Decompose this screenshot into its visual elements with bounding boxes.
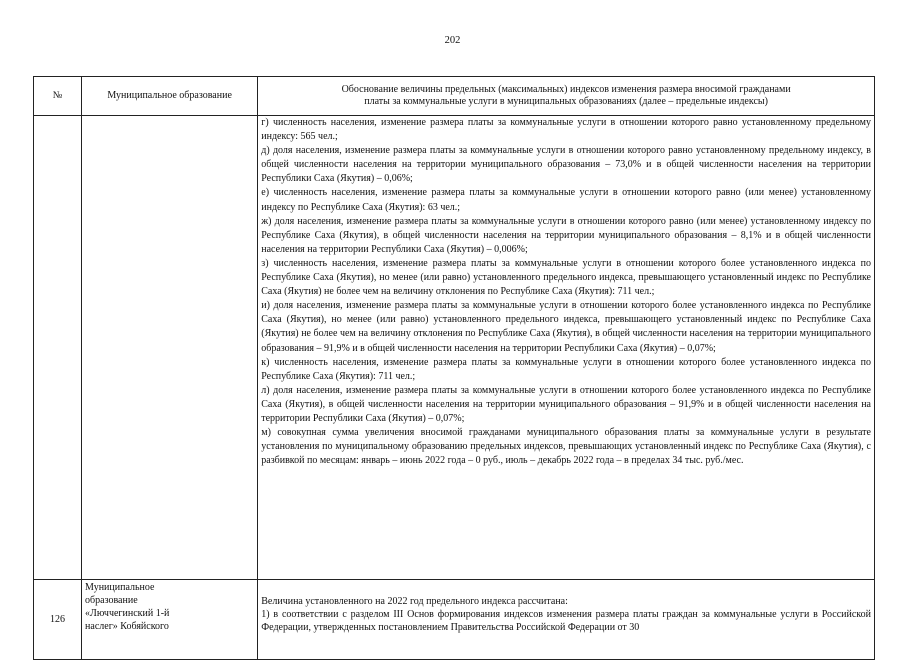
- header-municipality: [82, 77, 258, 116]
- header-justification-line2: платы за коммунальные услуги в муниципальных образованиях (далее – предельные индексы): [364, 96, 768, 107]
- table-row: [34, 116, 875, 580]
- list-item: м) совокупная сумма увеличения вносимой гражданами муниципального образования платы за коммунальные услуги в результате установления по муниципальному образованию предельных индексов, превышающих установленный индекс по Республике Саха (Якутия), с разбивкой по месяцам: январь – июнь 2022 года – 0 руб., июль – декабрь 2022 года – в пределах 34 тыс. руб./мес.: [261, 427, 871, 467]
- municipality-line: образование: [85, 595, 138, 606]
- list-item: к) численность населения, изменение размера платы за коммунальные услуги в отношении которого более установленного индекса по Республике Саха (Якутия): 711 чел.;: [261, 356, 871, 382]
- list-item: е) численность населения, изменение размера платы за коммунальные услуги в отношении которого равно (или менее) установленному индексу по Республике Саха (Якутия): 63 чел.;: [261, 187, 871, 213]
- header-number-label: №: [52, 89, 63, 101]
- list-item: л) доля населения, изменение размера платы за коммунальные услуги в отношении которого более установленного индекса по Республике Саха (Якутия), в общей численности населения на территории муниципального образования – 91,9% и в общей численности населения на территории Республики Саха (Якутия) – 0,07%;: [261, 384, 871, 424]
- justification-paragraph: Величина установленного на 2022 год предельного индекса рассчитана:: [261, 596, 568, 607]
- table-row: [34, 580, 875, 660]
- row-number-cell: [34, 116, 82, 580]
- municipality-line: «Люччегинский 1-й: [85, 608, 170, 619]
- header-number: [34, 77, 82, 116]
- municipality-line: наслег» Кобяйского: [85, 621, 169, 632]
- page-number: 202: [444, 35, 461, 46]
- list-item: ж) доля населения, изменение размера платы за коммунальные услуги в отношении которого равно (или менее) установленному индексу по Республике Саха (Якутия), в общей численности населения на территории муниципального образования – 8,1% и в общей численности населения на территории Республики Саха (Якутия) – 0,006%;: [261, 215, 871, 255]
- justification-paragraph: 1) в соответствии с разделом III Основ формирования индексов изменения размера платы граждан за коммунальные услуги в Российской Федерации, утвержденных постановлением Правительства Российской Федерации от 30: [261, 609, 871, 634]
- row-municipality-cell: [82, 116, 258, 580]
- row-municipality-cell: [82, 580, 258, 660]
- row-justification-cell: [258, 116, 875, 580]
- municipality-line: Муниципальное: [85, 582, 155, 593]
- row-justification-cell: [258, 580, 875, 660]
- indicator-list: [258, 116, 874, 468]
- header-justification-line1: Обоснование величины предельных (максимальных) индексов изменения размера вносимой гражданами: [341, 83, 791, 95]
- list-item: д) доля населения, изменение размера платы за коммунальные услуги в отношении которого равно установленному предельному индексу, в общей численности населения на территории муниципального образования – 73,0% и в общей численности населения на территории Республики Саха (Якутия) – 0,06%;: [261, 145, 871, 185]
- row-number-cell: 126: [34, 580, 82, 660]
- justification-table: [33, 76, 875, 660]
- list-item: и) доля населения, изменение размера платы за коммунальные услуги в отношении которого более установленного индекса по Республике Саха (Якутия), но менее (или равно) установленного предельного индекса, превышающего установленный индекс по Республике Саха (Якутия) не более чем на величину отклонения по Республике Саха (Якутия), в общей численности населения на территории муниципального образования – 91,9% и в общей численности населения на территории Республики Саха (Якутия) – 0,07%;: [261, 300, 871, 354]
- header-municipality-label: Муниципальное образование: [107, 89, 232, 101]
- header-justification: [258, 77, 875, 116]
- list-item: з) численность населения, изменение размера платы за коммунальные услуги в отношении которого более установленного индекса по Республике Саха (Якутия), но менее (или равно) установленного предельного индекса, превышающего установленный индекс по Республике Саха (Якутия) не более чем на величину отклонения по Республике Саха (Якутия): 711 чел.;: [261, 257, 871, 298]
- table-header-row: [34, 77, 875, 116]
- list-item: г) численность населения, изменение размера платы за коммунальные услуги в отношении которого равно установленному предельному индексу: 565 чел.;: [261, 117, 871, 143]
